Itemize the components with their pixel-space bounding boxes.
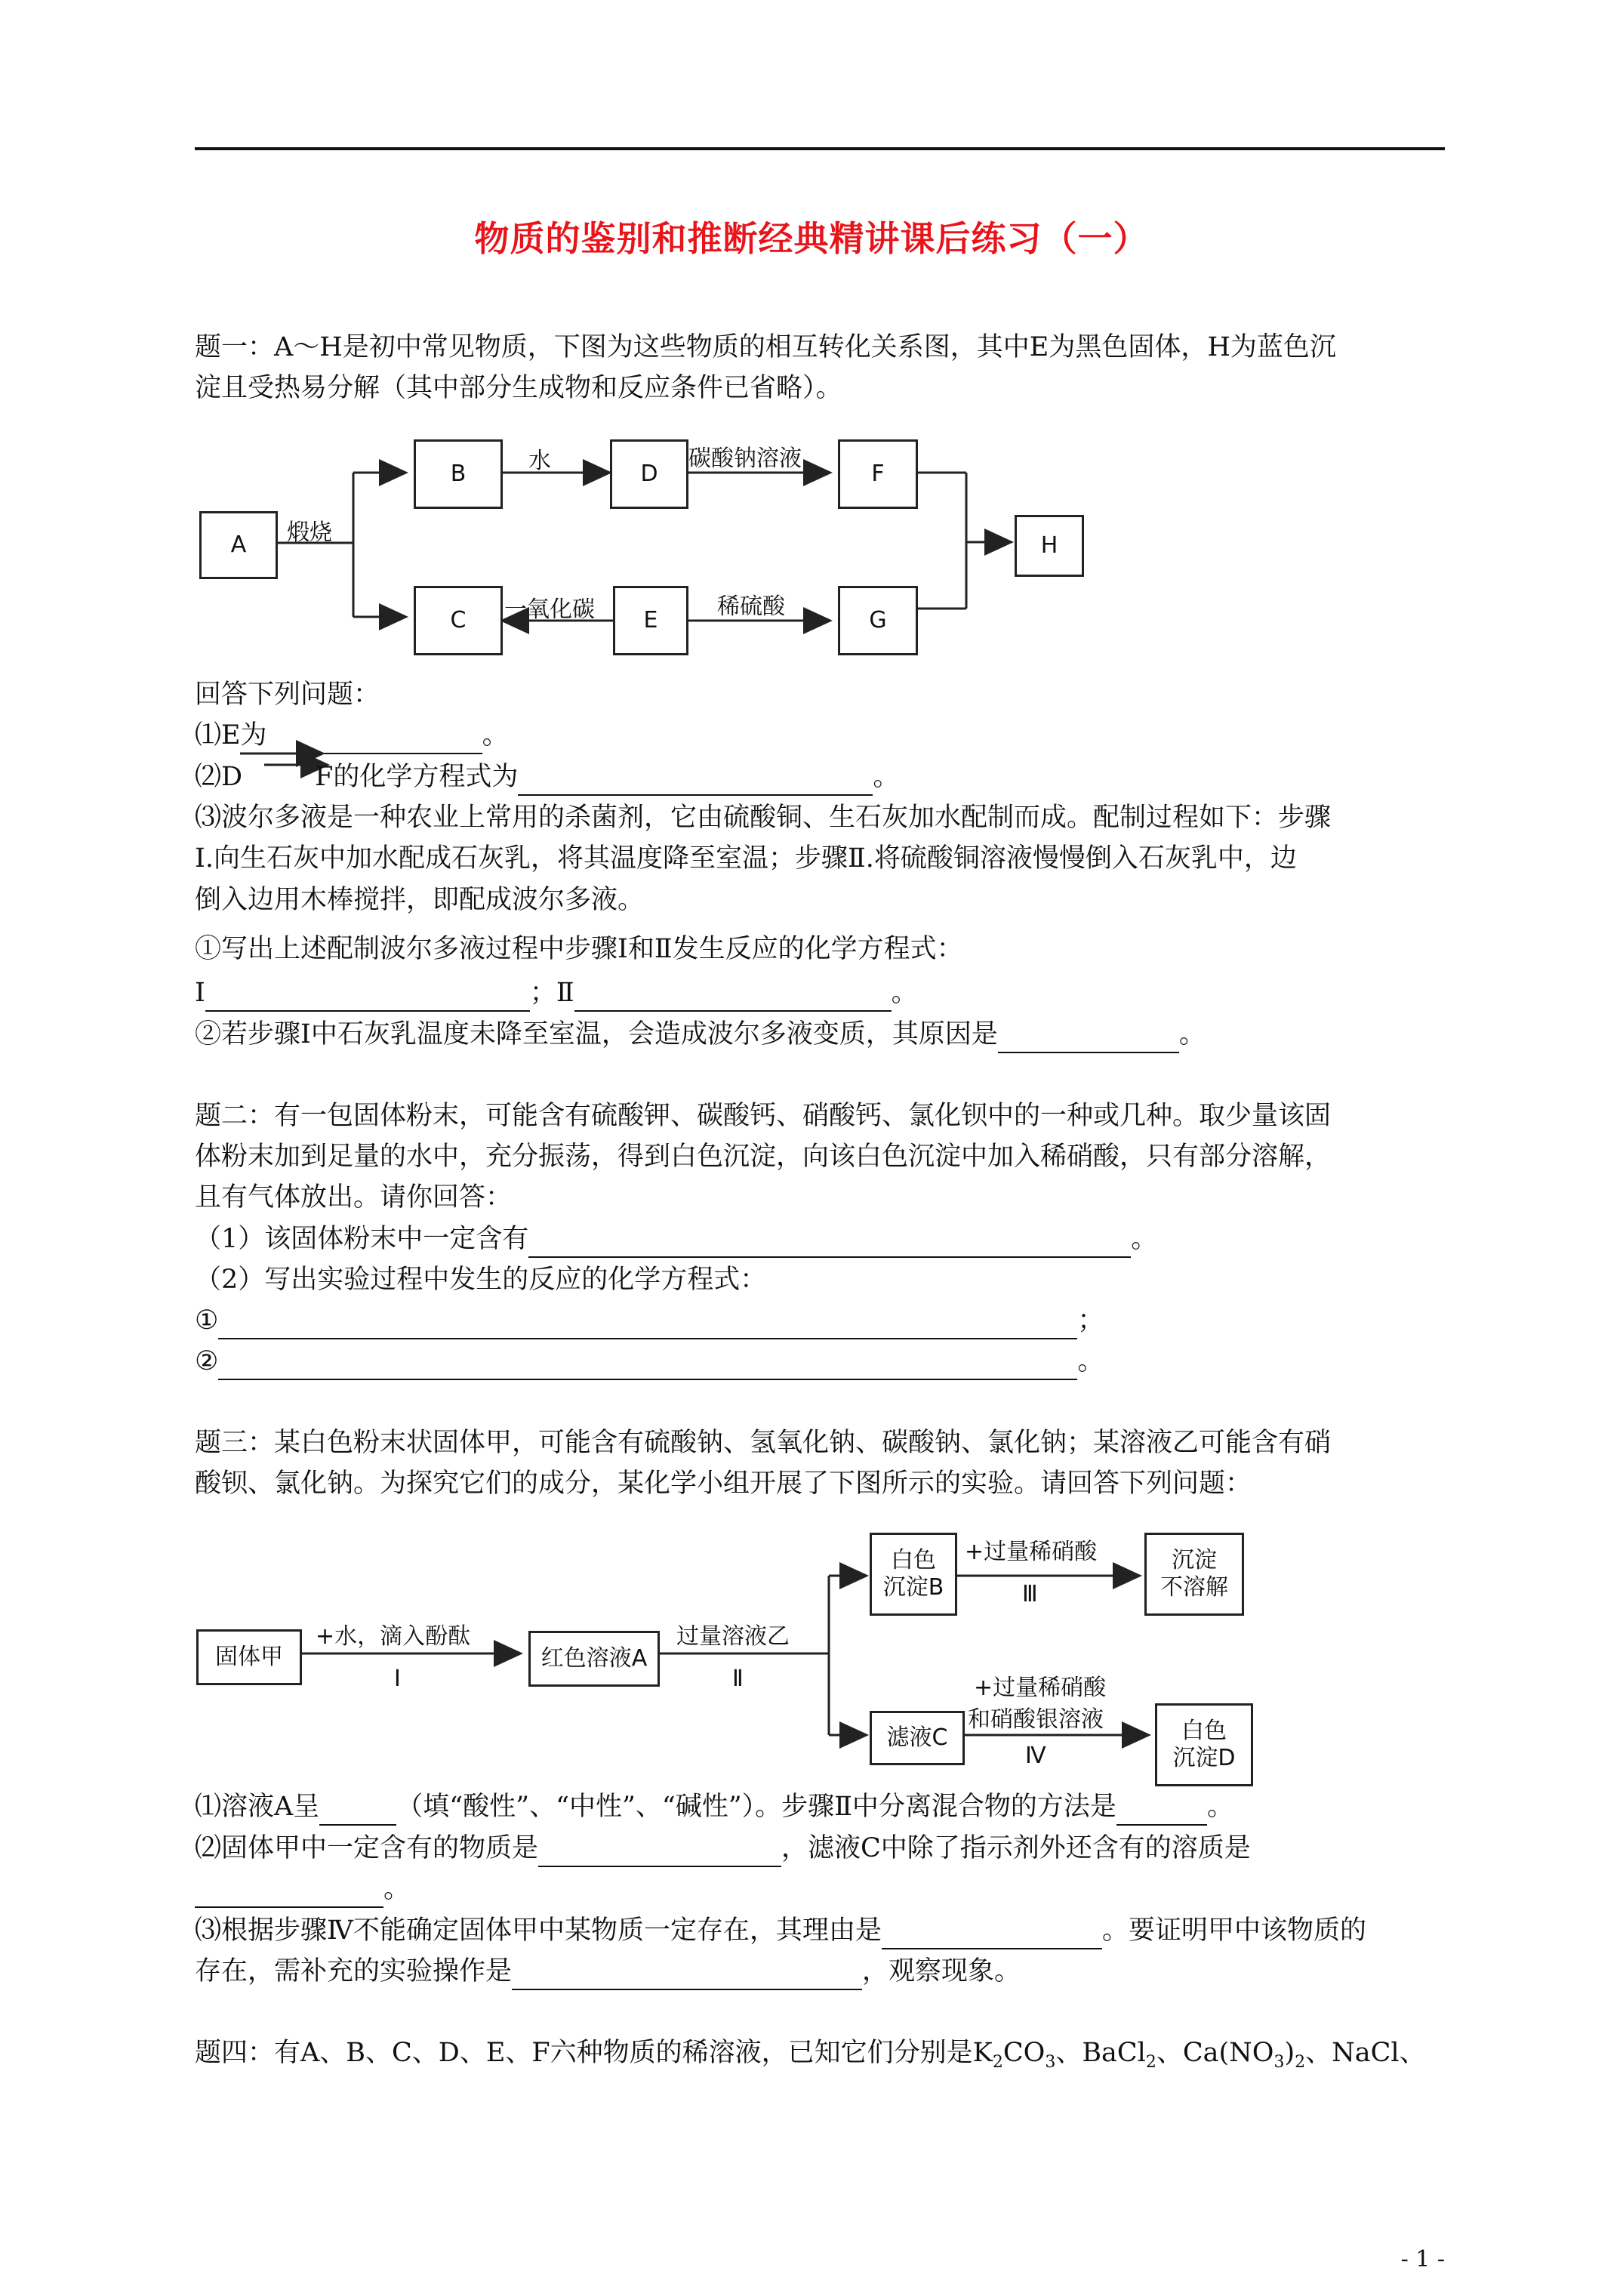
- q3-p1-text2: （填“酸性”、“中性”、“碱性”）。步骤Ⅱ中分离混合物的方法是: [396, 1792, 1116, 1822]
- q1-step2-end: 。: [891, 978, 918, 1008]
- q4-cano3-sub: 3: [1273, 2053, 1285, 2072]
- q3-p2-cont: [195, 1870, 410, 1908]
- q4-cano3: 、Ca(NO: [1156, 2038, 1274, 2068]
- q3-step3-number: Ⅲ: [1022, 1581, 1038, 1607]
- q1-answer-intro: 回答下列问题：: [195, 680, 380, 710]
- q3-p2-text2: ，滤液C中除了指示剂外还含有的溶质是: [781, 1833, 1251, 1863]
- q2-q1-end: 。: [1131, 1224, 1158, 1254]
- q3-p1-blank1[interactable]: [319, 1795, 396, 1826]
- q3-step4-label-a: +过量稀硝酸: [974, 1675, 1107, 1701]
- q1-label-water: 水: [528, 448, 551, 474]
- q2-line2: 体粉末加到足量的水中，充分振荡，得到白色沉淀，向该白色沉淀中加入稀硝酸，只有部分溶解，: [195, 1142, 1332, 1172]
- q1-p3-line3: 倒入边用木棒搅拌，即配成波尔多液。: [195, 885, 645, 915]
- q3-step2-label: 过量溶液乙: [676, 1623, 790, 1650]
- q2-eq1-label: ①: [195, 1305, 219, 1336]
- q1-p3-line4: ①写出上述配制波尔多液过程中步骤Ⅰ和Ⅱ发生反应的化学方程式：: [195, 934, 963, 964]
- q1-p2-end: 。: [873, 762, 900, 792]
- q3-step4-label-b: 和硝酸银溶液: [968, 1706, 1104, 1733]
- q4-cano3-paren: ): [1284, 2038, 1295, 2068]
- q1-p1-end: 。: [482, 720, 509, 750]
- q3-p3-text4: ，观察现象。: [862, 1956, 1021, 1986]
- q4-bacl2: 、BaCl: [1055, 2038, 1146, 2068]
- q1-box-a: A: [199, 511, 278, 579]
- q2-q1-text: （1）该固体粉末中一定含有: [195, 1224, 529, 1254]
- q1-p3-6-text: ②若步骤Ⅰ中石灰乳温度未降至室温，会造成波尔多液变质，其原因是: [195, 1019, 998, 1049]
- q4-line1: [195, 2034, 1426, 2082]
- q1-p2-from: ⑵D: [195, 762, 243, 792]
- q3-p3-blank1[interactable]: [882, 1919, 1102, 1949]
- q3-p3-blank2[interactable]: [512, 1960, 862, 1990]
- q3-box-red-solution: 红色溶液A: [528, 1631, 660, 1687]
- q3-p2-end: 。: [383, 1874, 411, 1904]
- q1-box-h: H: [1015, 515, 1084, 577]
- q1-step1-label: Ⅰ: [195, 978, 205, 1008]
- q3-p3-text2: 。要证明甲中该物质的: [1101, 1915, 1366, 1946]
- q3-step2-number: Ⅱ: [732, 1666, 744, 1692]
- q3-p1-end: 。: [1206, 1792, 1233, 1822]
- q2-line5: （2）写出实验过程中发生的反应的化学方程式：: [195, 1265, 767, 1295]
- page-number: - 1 -: [1400, 2246, 1445, 2273]
- q1-box-e: E: [613, 586, 688, 655]
- q2-line1: 题二：有一包固体粉末，可能含有硫酸钾、碳酸钙、硝酸钙、氯化钡中的一种或几种。取少量该固: [195, 1101, 1332, 1131]
- q3-box-filtrate-c: 滤液C: [870, 1711, 965, 1765]
- q3-step1-label: +水，滴入酚酞: [316, 1623, 471, 1650]
- q1-p2-text: F的化学方程式为: [315, 762, 519, 792]
- q1-intro-line1: 题一：A～H是初中常见物质，下图为这些物质的相互转化关系图，其中E为黑色固体，H为蓝色沉: [195, 332, 1336, 362]
- q1-label-h2so4: 稀硫酸: [717, 593, 785, 620]
- q4-nacl: 、NaCl、: [1305, 2038, 1426, 2068]
- q1-box-c: C: [414, 586, 503, 655]
- q3-p1-text: ⑴溶液A呈: [195, 1792, 320, 1822]
- q2-eq2-end: 。: [1077, 1346, 1104, 1376]
- q3-box-undissolved: 沉淀 不溶解: [1144, 1533, 1244, 1616]
- q1-box-b: B: [414, 439, 503, 509]
- q3-p2-blank1[interactable]: [538, 1837, 781, 1867]
- q4-k2co3-sub2: 3: [1045, 2053, 1056, 2072]
- q4-k2co3-co: CO: [1002, 2038, 1046, 2068]
- q1-p1-text: ⑴E为: [195, 720, 267, 750]
- q4-text: 题四：有A、B、C、D、E、F六种物质的稀溶液，已知它们分别是K: [195, 2038, 993, 2068]
- q1-box-g: G: [838, 586, 918, 655]
- q3-step4-number: Ⅳ: [1025, 1743, 1046, 1769]
- q3-box-solid: 固体甲: [196, 1629, 302, 1685]
- q1-p3-line2: Ⅰ.向生石灰中加水配成石灰乳，将其温度降至室温；步骤Ⅱ.将硫酸铜溶液慢慢倒入石灰乳中，边: [195, 843, 1297, 874]
- q1-label-co: 一氧化碳: [504, 596, 595, 623]
- page-title: 物质的鉴别和推断经典精讲课后练习（一）: [474, 218, 1149, 259]
- q3-line1: 题三：某白色粉末状固体甲，可能含有硫酸钠、氢氧化钠、碳酸钠、氯化钠；某溶液乙可能含有硝: [195, 1428, 1332, 1458]
- q3-box-precipitate-d: 白色 沉淀D: [1155, 1703, 1253, 1786]
- q3-line2: 酸钡、氯化钠。为探究它们的成分，某化学小组开展了下图所示的实验。请回答下列问题：: [195, 1469, 1252, 1499]
- q3-step3-label: +过量稀硝酸: [965, 1539, 1098, 1565]
- q3-p2: [195, 1829, 1251, 1867]
- q3-step1-number: Ⅰ: [394, 1666, 401, 1692]
- q3-p3-cont: [195, 1952, 1021, 1990]
- q3-p3-text: ⑶根据步骤Ⅳ不能确定固体甲中某物质一定存在，其理由是: [195, 1915, 882, 1946]
- q1-label-calcine: 煅烧: [287, 519, 332, 546]
- q1-intro-line2: 淀且受热易分解（其中部分生成物和反应条件已省略）。: [195, 373, 842, 403]
- q2-eq1-end: ；: [1077, 1305, 1104, 1336]
- q4-k2co3-sub: 2: [992, 2053, 1003, 2072]
- q3-p1: [195, 1788, 1233, 1826]
- q1-p3-6-end: 。: [1178, 1019, 1206, 1049]
- q3-p2-blank2[interactable]: [195, 1878, 383, 1908]
- q4-bacl2-sub: 2: [1145, 2053, 1156, 2072]
- q4-cano3-sub2: 2: [1295, 2053, 1306, 2072]
- q2-eq2-label: ②: [195, 1346, 219, 1376]
- q3-box-precipitate-b: 白色 沉淀B: [870, 1533, 957, 1616]
- q3-p1-blank2[interactable]: [1116, 1795, 1207, 1826]
- q1-label-na2co3: 碳酸钠溶液: [688, 445, 802, 472]
- q1-p3-line1: ⑶波尔多液是一种农业上常用的杀菌剂，它由硫酸铜、生石灰加水配制而成。配制过程如下：步骤: [195, 803, 1332, 833]
- q3-p3-text3: 存在，需补充的实验操作是: [195, 1956, 513, 1986]
- q3-p2-text: ⑵固体甲中一定含有的物质是: [195, 1833, 539, 1863]
- q2-line3: 且有气体放出。请你回答：: [195, 1182, 513, 1213]
- q3-p3: [195, 1912, 1366, 1949]
- q1-box-d: D: [610, 439, 688, 509]
- q1-step2-label: ；Ⅱ: [529, 978, 574, 1008]
- q1-box-f: F: [838, 439, 918, 509]
